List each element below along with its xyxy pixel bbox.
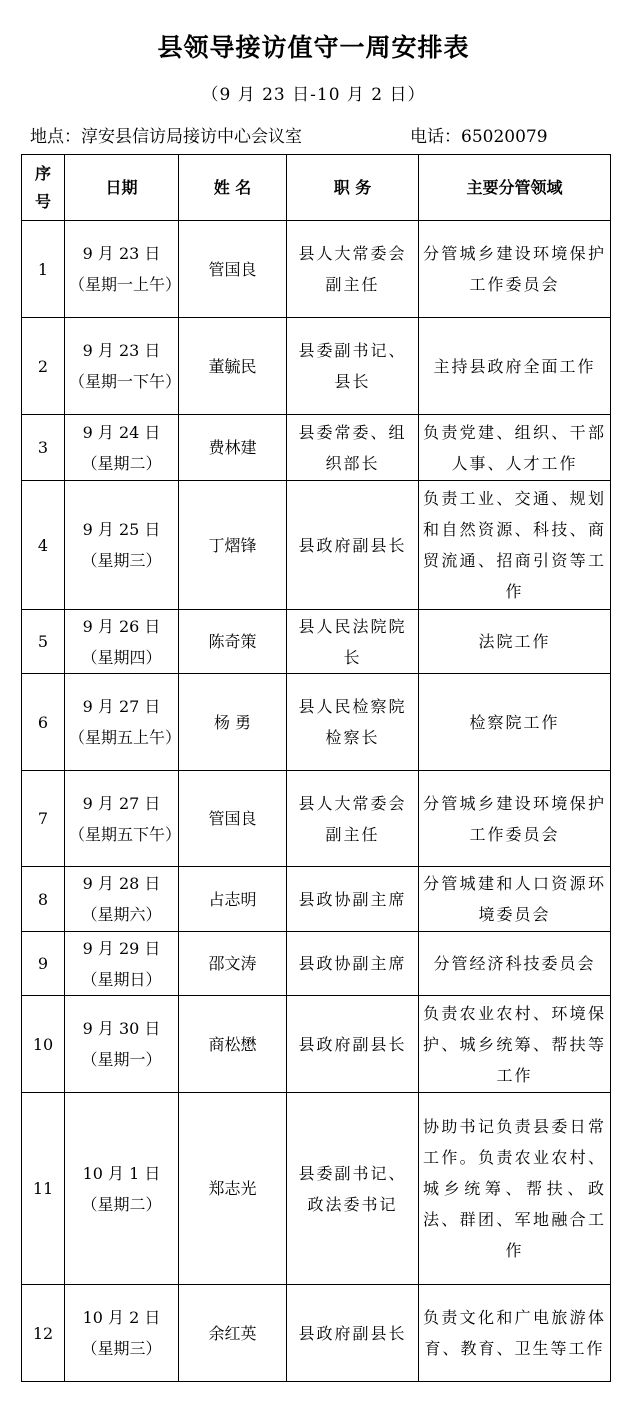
row-duty: 县人大常委会副主任	[287, 771, 419, 867]
row-duty: 县政府副县长	[287, 1285, 419, 1382]
phone-text: 电话：65020079	[410, 127, 548, 147]
row-area: 负责工业、交通、规划和自然资源、科技、商贸流通、招商引资等工作	[419, 481, 611, 610]
table-row	[22, 867, 611, 932]
row-seq: 2	[22, 318, 65, 415]
row-name: 杨 勇	[179, 674, 287, 771]
row-date: 10 月 2 日（星期三）	[65, 1285, 179, 1382]
row-seq: 12	[22, 1285, 65, 1382]
row-duty: 县人民法院院长	[287, 610, 419, 674]
row-date: 9 月 27 日（星期五下午）	[65, 771, 179, 867]
row-area: 协助书记负责县委日常工作。负责农业农村、城乡统筹、帮扶、政法、群团、军地融合工作	[419, 1093, 611, 1285]
row-area: 负责农业农村、环境保护、城乡统筹、帮扶等工作	[419, 996, 611, 1093]
row-duty: 县人大常委会副主任	[287, 221, 419, 318]
table-row	[22, 481, 611, 610]
row-area: 分管城乡建设环境保护工作委员会	[419, 771, 611, 867]
row-name: 管国良	[179, 221, 287, 318]
table-row	[22, 1285, 611, 1382]
row-seq: 5	[22, 610, 65, 674]
row-name: 丁熠锋	[179, 481, 287, 610]
row-duty: 县委副书记、政法委书记	[287, 1093, 419, 1285]
row-seq: 4	[22, 481, 65, 610]
row-name: 费林建	[179, 415, 287, 481]
row-name: 董毓民	[179, 318, 287, 415]
row-date: 9 月 28 日（星期六）	[65, 867, 179, 932]
page-title: 县领导接访值守一周安排表	[157, 33, 470, 62]
row-area: 负责文化和广电旅游体育、教育、卫生等工作	[419, 1285, 611, 1382]
row-name: 占志明	[179, 867, 287, 932]
row-name: 邵文涛	[179, 932, 287, 996]
row-duty: 县政协副主席	[287, 932, 419, 996]
table-row	[22, 221, 611, 318]
schedule-table	[21, 154, 611, 1382]
table-row	[22, 318, 611, 415]
table-row	[22, 996, 611, 1093]
row-area: 法院工作	[419, 610, 611, 674]
table-row	[22, 610, 611, 674]
row-name: 管国良	[179, 771, 287, 867]
header-row	[22, 155, 611, 221]
table-row	[22, 1093, 611, 1285]
header-seq: 序号	[22, 155, 65, 221]
row-date: 9 月 25 日（星期三）	[65, 481, 179, 610]
row-seq: 6	[22, 674, 65, 771]
row-name: 商松懋	[179, 996, 287, 1093]
row-seq: 7	[22, 771, 65, 867]
table-row	[22, 771, 611, 867]
row-area: 分管经济科技委员会	[419, 932, 611, 996]
row-duty: 县政协副主席	[287, 867, 419, 932]
info-line	[30, 122, 610, 147]
table-row	[22, 674, 611, 771]
header-area: 主要分管领域	[419, 155, 611, 221]
row-duty: 县委副书记、县长	[287, 318, 419, 415]
row-seq: 8	[22, 867, 65, 932]
row-area: 分管城乡建设环境保护工作委员会	[419, 221, 611, 318]
row-name: 陈奇策	[179, 610, 287, 674]
row-area: 负责党建、组织、干部人事、人才工作	[419, 415, 611, 481]
row-date: 10 月 1 日（星期二）	[65, 1093, 179, 1285]
row-seq: 1	[22, 221, 65, 318]
table-row	[22, 932, 611, 996]
row-seq: 10	[22, 996, 65, 1093]
row-date: 9 月 23 日（星期一下午）	[65, 318, 179, 415]
header-date: 日期	[65, 155, 179, 221]
row-date: 9 月 24 日（星期二）	[65, 415, 179, 481]
row-seq: 3	[22, 415, 65, 481]
row-name: 余红英	[179, 1285, 287, 1382]
row-date: 9 月 27 日（星期五上午）	[65, 674, 179, 771]
date-range: （9 月 23 日-10 月 2 日）	[201, 85, 426, 105]
row-date: 9 月 23 日（星期一上午）	[65, 221, 179, 318]
row-date: 9 月 30 日（星期一）	[65, 996, 179, 1093]
row-duty: 县政府副县长	[287, 481, 419, 610]
header-name: 姓 名	[179, 155, 287, 221]
row-duty: 县委常委、组织部长	[287, 415, 419, 481]
row-date: 9 月 26 日（星期四）	[65, 610, 179, 674]
header-duty: 职 务	[287, 155, 419, 221]
row-duty: 县政府副县长	[287, 996, 419, 1093]
row-area: 分管城建和人口资源环境委员会	[419, 867, 611, 932]
row-date: 9 月 29 日（星期日）	[65, 932, 179, 996]
row-duty: 县人民检察院检察长	[287, 674, 419, 771]
row-area: 检察院工作	[419, 674, 611, 771]
location-text: 地点：淳安县信访局接访中心会议室	[30, 127, 302, 147]
table-row	[22, 415, 611, 481]
row-seq: 9	[22, 932, 65, 996]
row-area: 主持县政府全面工作	[419, 318, 611, 415]
row-seq: 11	[22, 1093, 65, 1285]
row-name: 郑志光	[179, 1093, 287, 1285]
